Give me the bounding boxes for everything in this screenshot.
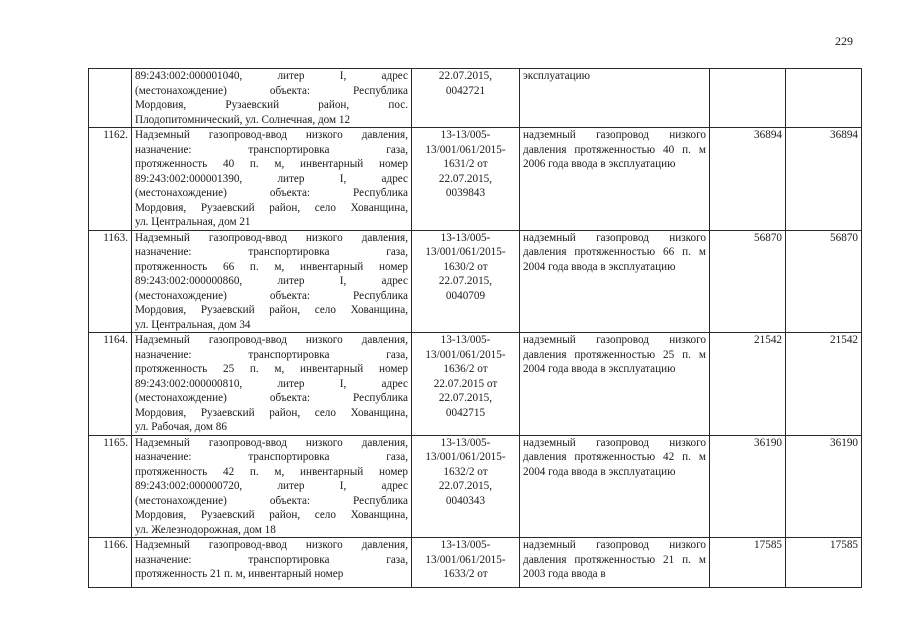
description-line: протяженность 40 п. м, инвентарный номер bbox=[135, 158, 408, 170]
description-line: Надземный газопровод-ввод низкого давления, bbox=[135, 231, 408, 244]
registration-line: 1631/2 от bbox=[443, 158, 488, 170]
description-line: ул. Рабочая, дом 86 bbox=[135, 421, 227, 433]
description-line: ул. Центральная, дом 21 bbox=[135, 216, 251, 228]
table-row bbox=[89, 538, 862, 588]
description-line: Мордовия, Рузаевский район, пос. bbox=[135, 99, 408, 111]
description-line: назначение: транспортировка газа, bbox=[135, 348, 408, 361]
page-number: 229 bbox=[835, 34, 853, 48]
registration-line: 0042721 bbox=[445, 84, 486, 97]
registration-line: 13/001/061/2015- bbox=[425, 348, 506, 361]
description-line: 89:243:002:000000810, литер I, адрес bbox=[135, 377, 408, 390]
row-number: 1166. bbox=[89, 538, 132, 588]
book-value: 36894 bbox=[710, 128, 786, 231]
row-number: 1163. bbox=[89, 230, 132, 333]
table-row bbox=[89, 333, 862, 436]
book-value: 17585 bbox=[710, 538, 786, 588]
description-line: Плодопитомнический, ул. Солнечная, дом 12 bbox=[135, 113, 351, 126]
registration-record bbox=[412, 538, 520, 588]
registry-body bbox=[89, 69, 862, 588]
table-row bbox=[89, 435, 862, 538]
description-line: (местонахождение) объекта: Республика bbox=[135, 289, 408, 302]
description-line: 89:243:002:000001390, литер I, адрес bbox=[135, 172, 408, 185]
residual-value: 17585 bbox=[786, 538, 862, 588]
table-row bbox=[89, 230, 862, 333]
row-number: 1165. bbox=[89, 435, 132, 538]
registration-line: 22.07.2015, bbox=[438, 392, 493, 404]
registration-record bbox=[412, 230, 520, 333]
registration-record bbox=[412, 128, 520, 231]
book-value: 56870 bbox=[710, 230, 786, 333]
description-line: Мордовия, Рузаевский район, село Хованщина, bbox=[135, 201, 408, 214]
table-row bbox=[89, 69, 862, 128]
registration-line: 22.07.2015, bbox=[438, 172, 493, 185]
description-line: (местонахождение) объекта: Республика bbox=[135, 187, 408, 199]
description-line: протяженность 66 п. м, инвентарный номер bbox=[135, 260, 408, 273]
registration-line: 1636/2 от bbox=[443, 363, 488, 375]
description-line: Надземный газопровод-ввод низкого давления, bbox=[135, 334, 408, 346]
registration-line: 22.07.2015, bbox=[438, 275, 493, 287]
description-line: (местонахождение) объекта: Республика bbox=[135, 494, 408, 507]
description-line: протяженность 25 п. м, инвентарный номер bbox=[135, 363, 408, 375]
registration-line: 0040343 bbox=[445, 494, 486, 507]
registration-line: 1632/2 от bbox=[443, 465, 488, 478]
registration-line: 13/001/061/2015- bbox=[425, 246, 506, 258]
book-value: 36190 bbox=[710, 435, 786, 538]
object-characteristics: надземный газопровод низкого давления протяженностью 25 п. м 2004 года ввода в эксплуатацию bbox=[520, 333, 710, 436]
description-line: Надземный газопровод-ввод низкого давления, bbox=[135, 129, 408, 141]
object-description bbox=[132, 128, 412, 231]
description-line: протяженность 42 п. м, инвентарный номер bbox=[135, 465, 408, 478]
object-characteristics: надземный газопровод низкого давления протяженностью 40 п. м 2006 года ввода в эксплуатацию bbox=[520, 128, 710, 231]
object-characteristics: надземный газопровод низкого давления протяженностью 21 п. м 2003 года ввода в bbox=[520, 538, 710, 588]
object-description bbox=[132, 69, 412, 128]
description-line: Надземный газопровод-ввод низкого давления, bbox=[135, 539, 408, 551]
description-line: назначение: транспортировка газа, bbox=[135, 143, 408, 156]
row-number bbox=[89, 69, 132, 128]
object-description bbox=[132, 538, 412, 588]
registration-record bbox=[412, 69, 520, 128]
residual-value: 36190 bbox=[786, 435, 862, 538]
description-line: назначение: транспортировка газа, bbox=[135, 553, 408, 566]
description-line: 89:243:002:000001040, литер I, адрес bbox=[135, 70, 408, 82]
registration-line: 13-13/005- bbox=[440, 334, 491, 346]
property-registry-table bbox=[88, 68, 862, 588]
description-line: Надземный газопровод-ввод низкого давления, bbox=[135, 436, 408, 449]
description-line: 89:243:002:000000860, литер I, адрес bbox=[135, 275, 408, 287]
description-line: Мордовия, Рузаевский район, село Хованщина, bbox=[135, 509, 408, 521]
registration-line: 1633/2 от bbox=[443, 568, 488, 580]
table-row bbox=[89, 128, 862, 231]
registration-line: 13-13/005- bbox=[440, 436, 491, 449]
registration-record bbox=[412, 435, 520, 538]
description-line: назначение: транспортировка газа, bbox=[135, 451, 408, 463]
description-line: ул. Железнодорожная, дом 18 bbox=[135, 523, 276, 536]
registration-record bbox=[412, 333, 520, 436]
object-description bbox=[132, 333, 412, 436]
residual-value: 21542 bbox=[786, 333, 862, 436]
description-line: назначение: транспортировка газа, bbox=[135, 246, 408, 258]
registration-line: 0040709 bbox=[445, 289, 486, 302]
residual-value: 36894 bbox=[786, 128, 862, 231]
registration-line: 13/001/061/2015- bbox=[425, 553, 506, 566]
object-description bbox=[132, 435, 412, 538]
registration-line: 22.07.2015, bbox=[438, 480, 493, 492]
registration-line: 13-13/005- bbox=[440, 539, 491, 551]
description-line: Мордовия, Рузаевский район, село Хованщина, bbox=[135, 304, 408, 316]
object-description bbox=[132, 230, 412, 333]
description-line: (местонахождение) объекта: Республика bbox=[135, 392, 408, 404]
description-line: Мордовия, Рузаевский район, село Хованщина, bbox=[135, 406, 408, 419]
registration-line: 1630/2 от bbox=[443, 260, 488, 273]
registration-line: 22.07.2015, bbox=[438, 70, 493, 82]
book-value: 21542 bbox=[710, 333, 786, 436]
registration-line: 13-13/005- bbox=[440, 129, 491, 141]
row-number: 1162. bbox=[89, 128, 132, 231]
description-line: ул. Центральная, дом 34 bbox=[135, 318, 251, 331]
object-characteristics: надземный газопровод низкого давления протяженностью 66 п. м 2004 года ввода в эксплуатацию bbox=[520, 230, 710, 333]
registration-line: 22.07.2015 от bbox=[433, 377, 498, 390]
description-line: (местонахождение) объекта: Республика bbox=[135, 84, 408, 97]
description-line: протяженность 21 п. м, инвентарный номер bbox=[135, 568, 344, 580]
registration-line: 13/001/061/2015- bbox=[425, 451, 506, 463]
residual-value: 56870 bbox=[786, 230, 862, 333]
description-line: 89:243:002:000000720, литер I, адрес bbox=[135, 480, 408, 492]
row-number: 1164. bbox=[89, 333, 132, 436]
object-characteristics: эксплуатацию bbox=[520, 69, 710, 128]
book-value bbox=[710, 69, 786, 128]
registration-line: 0042715 bbox=[445, 406, 486, 419]
residual-value bbox=[786, 69, 862, 128]
registration-line: 0039843 bbox=[445, 187, 486, 199]
registration-line: 13/001/061/2015- bbox=[425, 143, 506, 156]
object-characteristics: надземный газопровод низкого давления протяженностью 42 п. м 2004 года ввода в эксплуатацию bbox=[520, 435, 710, 538]
registration-line: 13-13/005- bbox=[440, 231, 491, 244]
